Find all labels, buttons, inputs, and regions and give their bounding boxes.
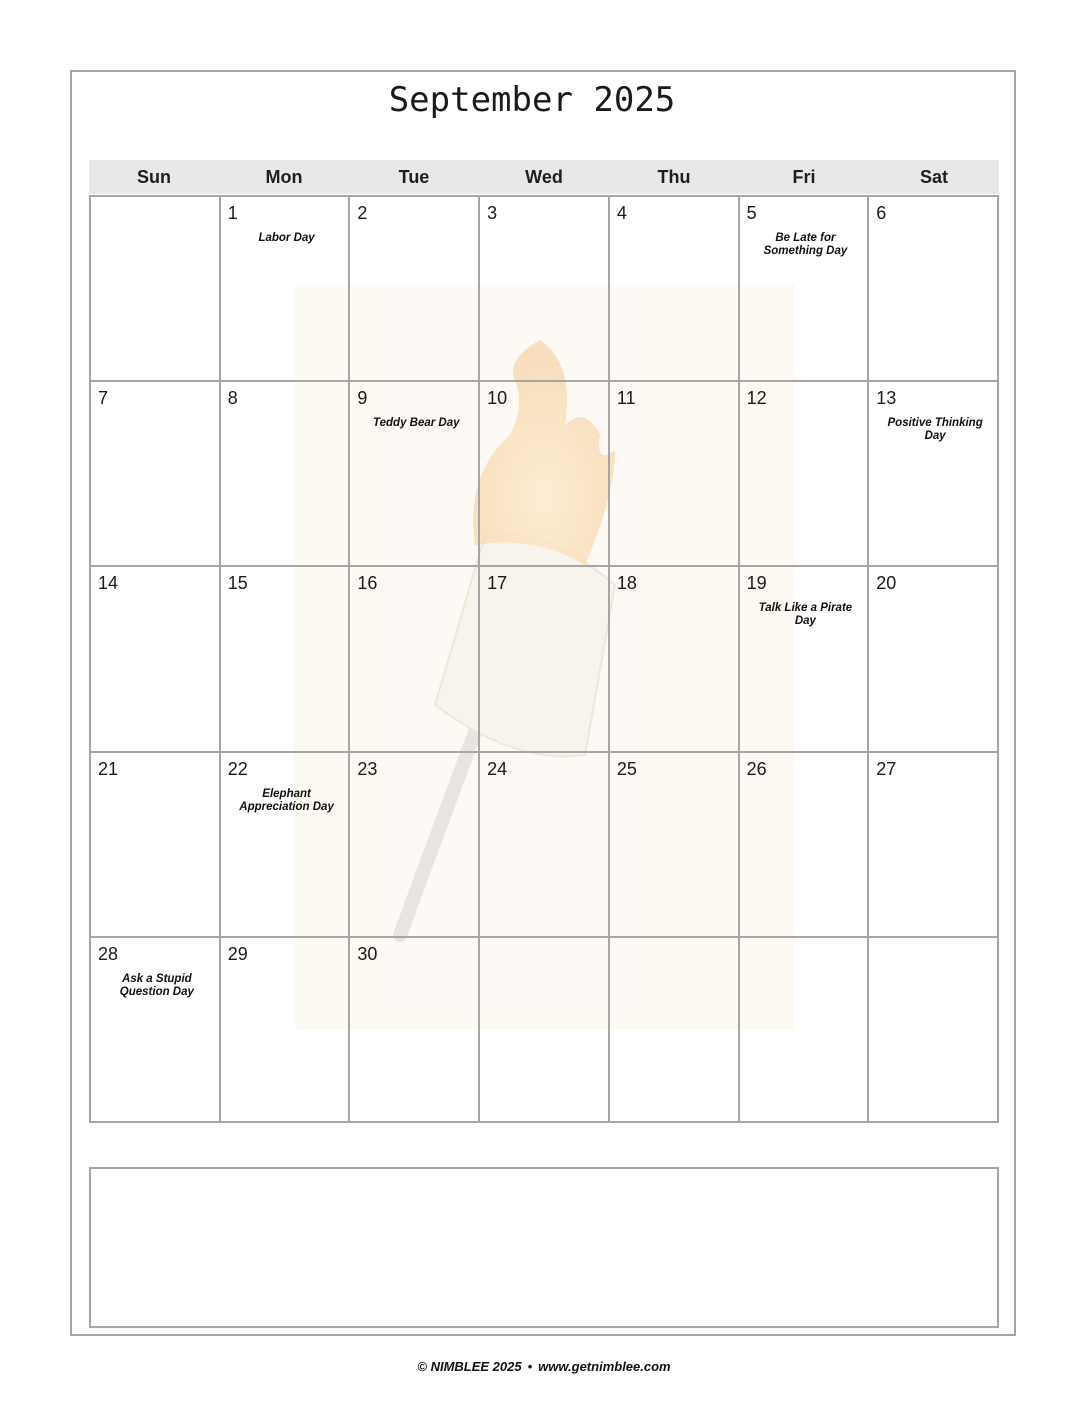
day-number: 30 (357, 943, 378, 964)
day-cell[interactable] (740, 938, 870, 1123)
footer (0, 1359, 1088, 1374)
weekday-wed: Wed (525, 167, 563, 187)
day-number: 24 (487, 758, 508, 779)
day-cell[interactable] (610, 753, 740, 938)
day-cell[interactable] (91, 567, 221, 752)
day-number: 12 (746, 388, 767, 409)
day-cell[interactable] (221, 382, 351, 567)
day-cell[interactable] (480, 567, 610, 752)
day-cell[interactable] (480, 753, 610, 938)
event-label: Elephant Appreciation Day (239, 787, 334, 813)
footer-copyright: © NIMBLEE 2025 (417, 1359, 522, 1374)
day-number: 16 (357, 573, 378, 594)
day-cell[interactable] (221, 197, 351, 382)
day-cell[interactable] (610, 382, 740, 567)
calendar-title: September 2025 (388, 80, 676, 120)
day-cell[interactable] (91, 382, 221, 567)
day-cell[interactable] (610, 567, 740, 752)
weekday-sun: Sun (137, 167, 171, 187)
footer-website-link[interactable]: www.getnimblee.com (538, 1359, 671, 1374)
day-number: 9 (357, 388, 368, 409)
day-cell[interactable] (350, 567, 480, 752)
weekday-sat: Sat (919, 167, 948, 187)
day-cell[interactable] (480, 197, 610, 382)
day-number: 11 (616, 388, 636, 409)
day-cell[interactable] (740, 753, 870, 938)
day-cell[interactable] (350, 382, 480, 567)
day-number: 8 (227, 388, 238, 409)
day-cell[interactable] (869, 938, 999, 1123)
day-number: 23 (357, 758, 378, 779)
event-label: Teddy Bear Day (373, 417, 460, 430)
day-number: 2 (357, 203, 368, 223)
day-number: 1 (227, 203, 238, 223)
day-number: 26 (746, 758, 767, 779)
day-number: 6 (876, 203, 887, 223)
day-cell[interactable] (869, 197, 999, 382)
day-cell[interactable] (480, 382, 610, 567)
notes-box[interactable] (89, 1167, 999, 1328)
day-number: 4 (616, 203, 627, 223)
event-label: Talk Like a Pirate Day (758, 602, 853, 628)
day-number: 25 (616, 758, 637, 779)
day-number: 21 (98, 758, 119, 779)
event-label: Be Late for Something Day (763, 232, 848, 257)
day-cell[interactable] (350, 197, 480, 382)
day-cell[interactable] (221, 567, 351, 752)
day-number: 29 (227, 943, 248, 964)
day-number: 28 (98, 943, 119, 964)
day-cell[interactable] (221, 753, 351, 938)
day-cell[interactable] (869, 382, 999, 567)
event-label: Ask a Stupid Question Day (119, 972, 194, 998)
day-cell[interactable] (91, 197, 221, 382)
event-label: Positive Thinking Day (887, 417, 983, 443)
day-cell[interactable] (869, 753, 999, 938)
weekday-thu: Thu (657, 167, 691, 187)
day-number: 5 (746, 203, 757, 223)
day-number: 22 (227, 758, 248, 779)
day-number: 15 (227, 573, 248, 594)
day-cell[interactable] (91, 938, 221, 1123)
weekday-fri: Fri (792, 167, 816, 187)
day-cell[interactable] (740, 567, 870, 752)
day-number: 17 (487, 573, 508, 594)
weekday-header (89, 160, 999, 194)
day-cell[interactable] (350, 753, 480, 938)
day-cell[interactable] (869, 567, 999, 752)
day-number: 3 (487, 203, 498, 223)
day-number: 27 (876, 758, 897, 779)
day-number: 7 (98, 388, 109, 409)
day-cell[interactable] (740, 382, 870, 567)
day-cell[interactable] (610, 938, 740, 1123)
day-cell[interactable] (610, 197, 740, 382)
day-cell[interactable] (350, 938, 480, 1123)
event-label: Labor Day (258, 232, 315, 244)
day-cell[interactable] (740, 197, 870, 382)
day-number: 13 (876, 388, 897, 409)
weekday-tue: Tue (398, 167, 430, 187)
day-number: 10 (487, 388, 508, 409)
footer-separator: • (527, 1359, 533, 1374)
day-cell[interactable] (91, 753, 221, 938)
day-number: 18 (616, 573, 637, 594)
day-number: 20 (876, 573, 897, 594)
day-cell[interactable] (480, 938, 610, 1123)
day-number: 19 (746, 573, 767, 594)
day-number: 14 (98, 573, 119, 594)
weekday-mon: Mon (265, 167, 303, 187)
day-cell[interactable] (221, 938, 351, 1123)
calendar-grid (89, 195, 999, 1123)
